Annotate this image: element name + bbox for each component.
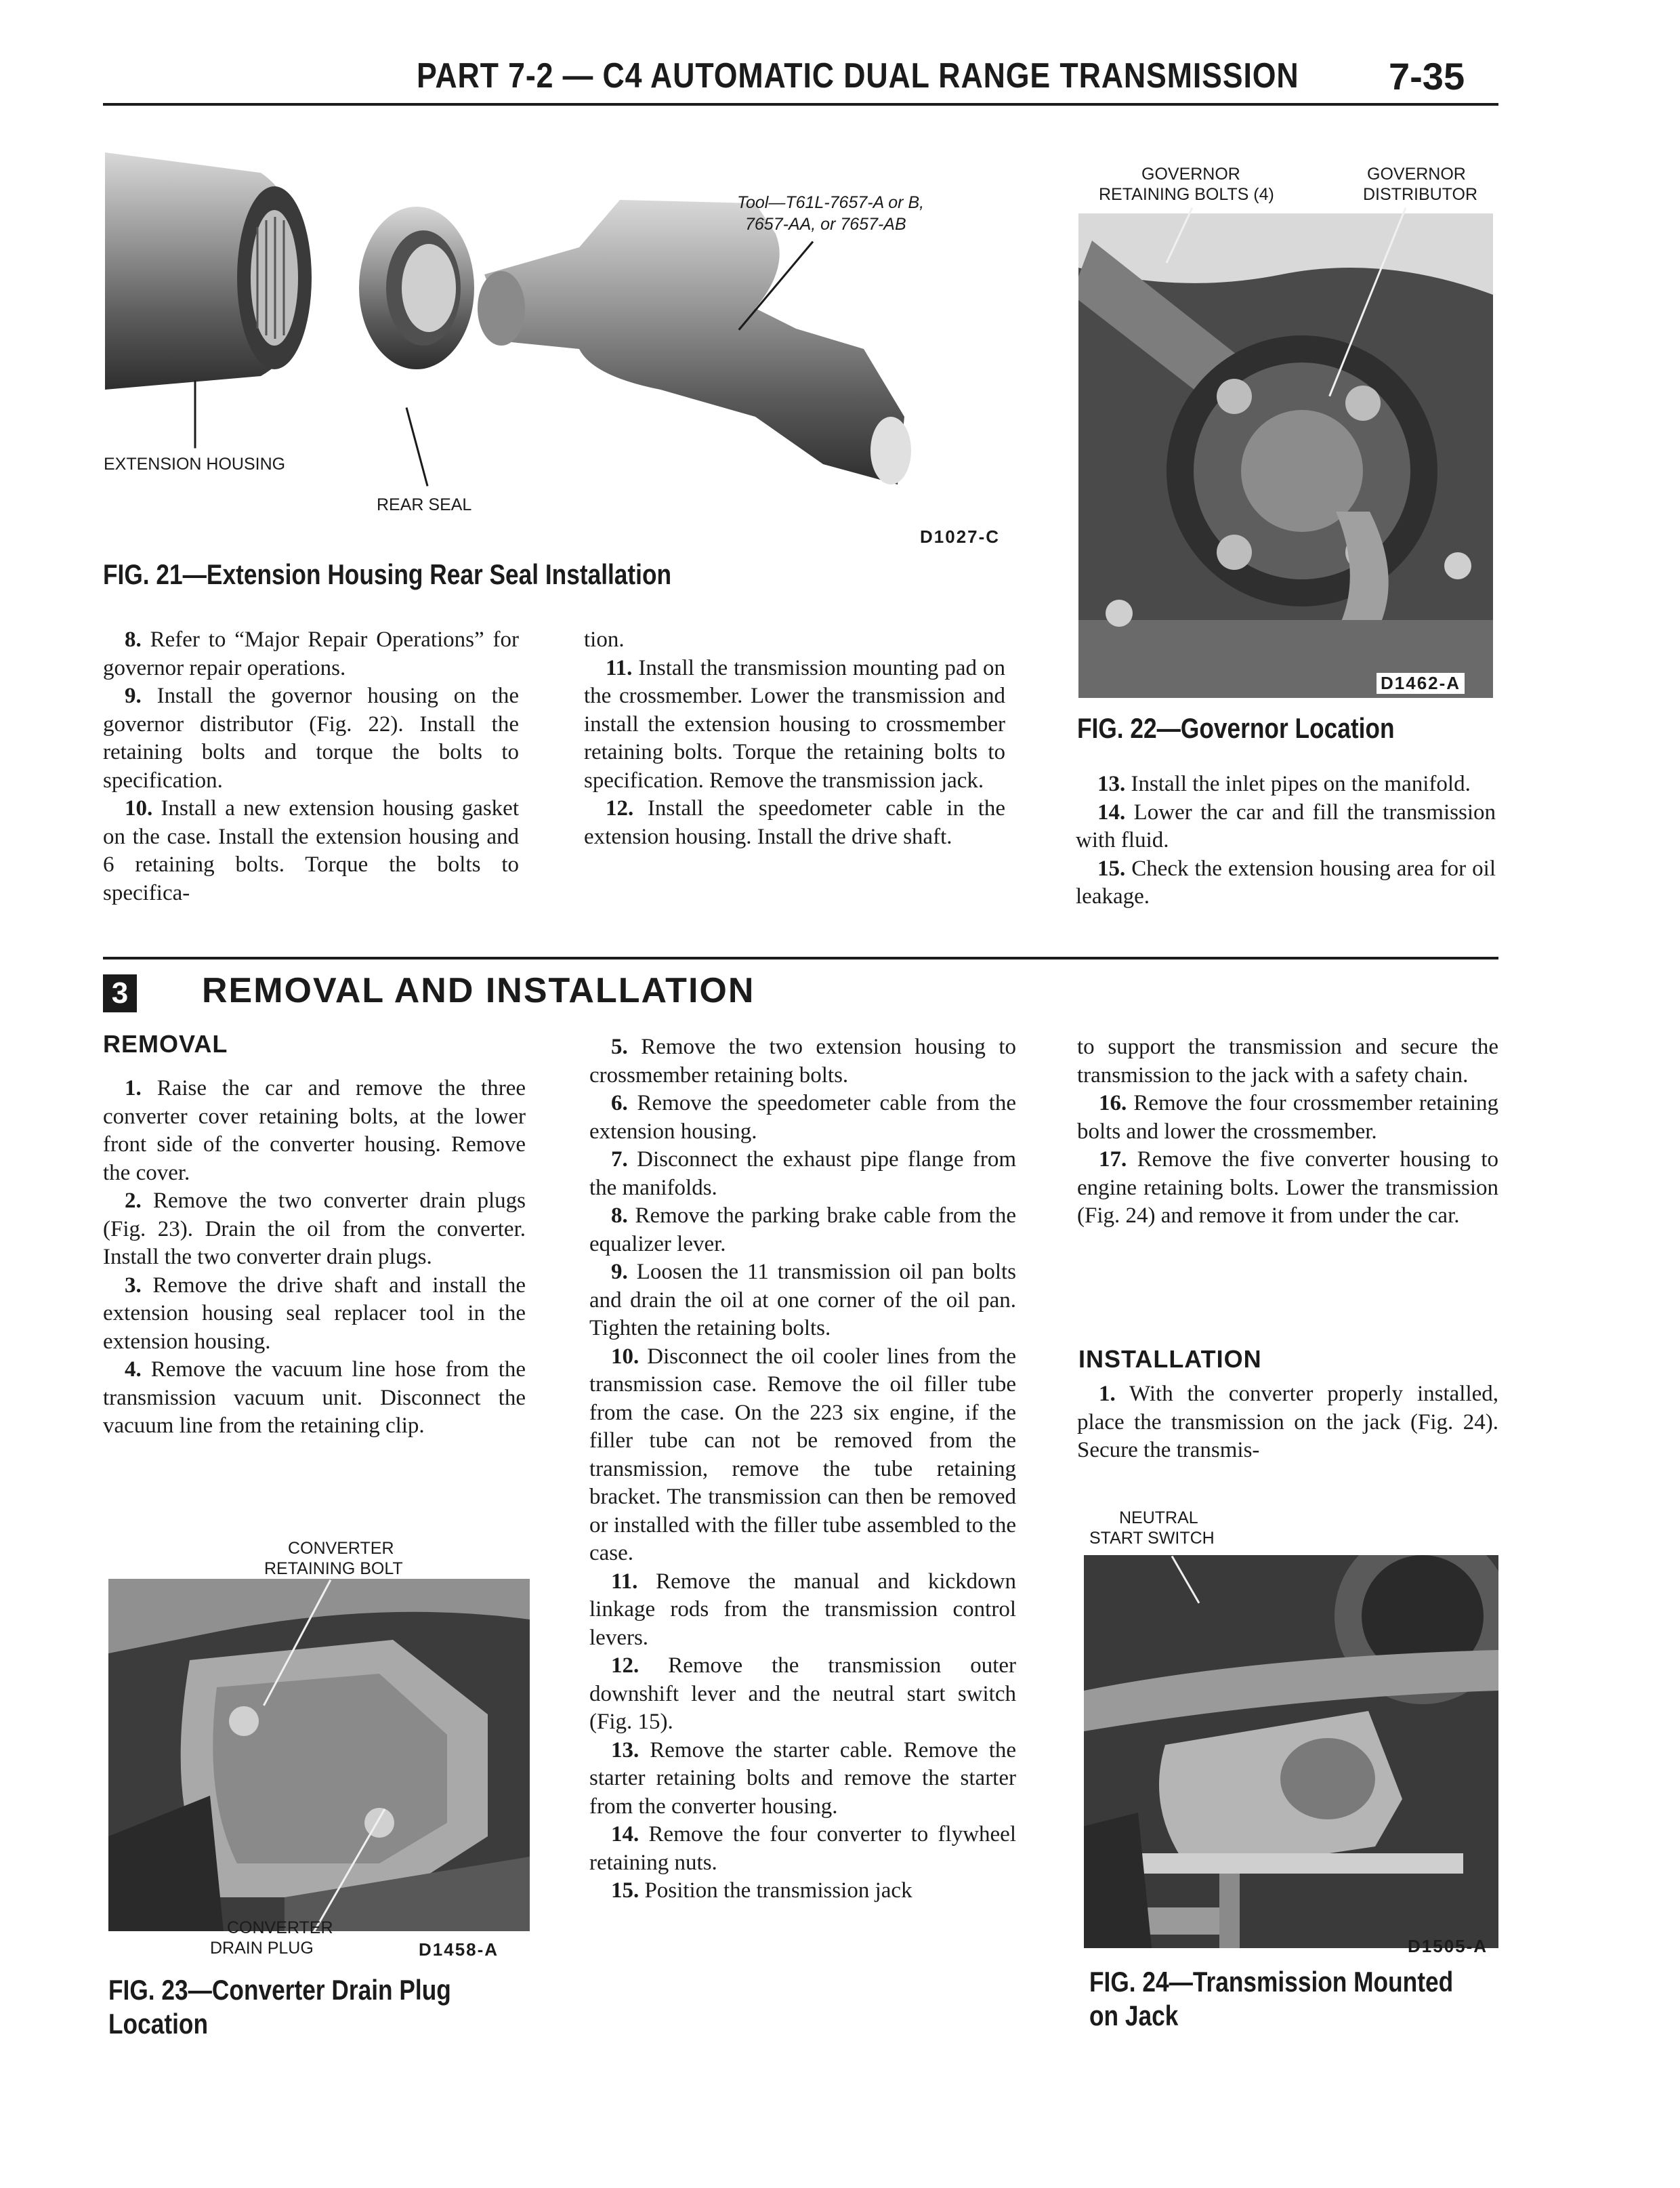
continuation-paragraph: to support the transmission and secure the transmission to the jack with a safety chain. <box>1077 1035 1498 1088</box>
step-paragraph <box>103 682 519 795</box>
fig24-switch-label-line1: NEUTRAL <box>1119 1508 1198 1527</box>
step-text: Remove the four crossmember retaining bolts and lower the crossmember. <box>1077 1091 1499 1144</box>
page-header-title: PART 7-2 — C4 AUTOMATIC DUAL RANGE TRANSMISSION <box>417 56 1299 96</box>
step-text: Check the extension housing area for oil leakage. <box>1076 856 1496 909</box>
fig23-bolt-label-line2: RETAINING BOLT <box>264 1559 403 1578</box>
continuation-paragraph: tion. <box>584 627 625 652</box>
top-column-1 <box>103 626 519 907</box>
step-number: 14. <box>611 1822 639 1846</box>
step-text: Refer to “Major Repair Operations” for governor repair operations. <box>103 627 519 680</box>
step-text: Remove the speedometer cable from the extension housing. <box>589 1091 1016 1144</box>
fig23-plug-label-line1: CONVERTER <box>227 1918 333 1937</box>
step-paragraph <box>1076 770 1496 799</box>
fig22-distributor-label-line2: DISTRIBUTOR <box>1363 185 1477 204</box>
step-number: 12. <box>611 1653 639 1678</box>
step-number: 1. <box>125 1076 142 1100</box>
step-paragraph <box>589 1652 1016 1737</box>
step-number: 5. <box>611 1035 628 1059</box>
step-number: 8. <box>125 627 142 652</box>
step-number: 13. <box>611 1737 639 1762</box>
step-text: Lower the car and fill the transmission with fluid. <box>1076 800 1496 852</box>
step-paragraph <box>589 1343 1016 1568</box>
fig21-extension-housing-label: EXTENSION HOUSING <box>104 455 286 474</box>
installation-heading: INSTALLATION <box>1078 1345 1262 1373</box>
step-number: 10. <box>125 796 153 821</box>
fig21-extension-leader <box>194 381 196 449</box>
step-paragraph <box>103 626 519 682</box>
step-paragraph <box>103 1187 526 1272</box>
step-paragraph <box>103 795 519 907</box>
step-text: Install the governor housing on the governor distributor (Fig. 22). Install the retaining bolts and torque the bolts to specification. <box>103 684 519 793</box>
step-number: 14. <box>1097 800 1126 825</box>
step-paragraph <box>589 1737 1016 1821</box>
step-number: 10. <box>611 1344 639 1369</box>
installation-column-3 <box>1077 1380 1498 1465</box>
section-rule <box>103 957 1498 959</box>
step-paragraph <box>584 795 1005 851</box>
step-paragraph <box>589 1821 1016 1877</box>
step-paragraph <box>1077 1146 1498 1231</box>
top-column-2 <box>584 626 1005 851</box>
removal-column-1 <box>103 1075 526 1441</box>
step-number: 15. <box>1097 856 1126 881</box>
header-rule <box>103 103 1498 106</box>
fig22-retaining-label-line1: GOVERNOR <box>1141 165 1240 184</box>
step-text: Remove the starter cable. Remove the starter retaining bolts and remove the starter from the converter housing. <box>589 1737 1017 1819</box>
step-paragraph <box>1076 799 1496 855</box>
step-paragraph <box>103 1356 526 1441</box>
step-paragraph <box>589 1202 1016 1258</box>
governor-photo-drawing <box>1078 213 1493 698</box>
fig21-caption: FIG. 21—Extension Housing Rear Seal Installation <box>103 558 672 590</box>
step-text: Raise the car and remove the three converter cover retaining bolts, at the lower front side of the converter housing. Remove the cover. <box>103 1076 526 1185</box>
step-number: 9. <box>125 684 142 708</box>
step-paragraph <box>589 1568 1016 1653</box>
fig23-caption-line1: FIG. 23—Converter Drain Plug <box>108 1974 451 2006</box>
step-text: Disconnect the exhaust pipe flange from the manifolds. <box>589 1147 1016 1200</box>
fig22-caption: FIG. 22—Governor Location <box>1077 712 1395 744</box>
fig23-caption-line2: Location <box>108 2008 208 2040</box>
fig21-figure-id: D1027-C <box>920 527 1001 547</box>
step-number: 12. <box>606 796 634 821</box>
step-paragraph <box>1077 1090 1498 1146</box>
fig24-photo <box>1084 1555 1498 1948</box>
top-column-3 <box>1076 770 1496 911</box>
step-text: Remove the two extension housing to crossmember retaining bolts. <box>589 1035 1016 1088</box>
step-paragraph <box>589 1258 1016 1343</box>
step-paragraph <box>589 1033 1016 1090</box>
section-title: REMOVAL AND INSTALLATION <box>202 971 755 1010</box>
fig23-bolt-label-line1: CONVERTER <box>288 1539 394 1558</box>
transmission-on-jack-drawing <box>1084 1555 1498 1948</box>
step-paragraph <box>589 1877 1016 1905</box>
step-paragraph <box>584 655 1005 796</box>
step-text: Install the speedometer cable in the extension housing. Install the drive shaft. <box>584 796 1006 849</box>
step-number: 11. <box>611 1569 638 1594</box>
step-number: 1. <box>1099 1382 1116 1406</box>
fig24-switch-label-line2: START SWITCH <box>1089 1529 1215 1548</box>
step-paragraph <box>103 1075 526 1187</box>
removal-heading: REMOVAL <box>103 1030 228 1058</box>
step-paragraph <box>1076 855 1496 911</box>
fig22-distributor-label-line1: GOVERNOR <box>1367 165 1466 184</box>
step-text: Disconnect the oil cooler lines from the transmission case. Remove the oil filler tube from the case. On the 223 six engine, if the filler tube can not be removed from the transmission, remove the tube retaining bracket. The transmission can then be removed or installed with the filler tube assembled to the case. <box>589 1344 1016 1565</box>
step-text: Install a new extension housing gasket on the case. Install the extension housing and 6 retaining bolts. Torque the bolts to specifica- <box>103 796 520 905</box>
converter-drain-plug-drawing <box>108 1579 530 1931</box>
step-text: Install the transmission mounting pad on the crossmember. Lower the transmission and install the extension housing to crossmember retaining bolts. Torque the retaining bolts to specification. Remove the transmission jack. <box>584 655 1005 793</box>
page-number: 7-35 <box>1389 55 1465 98</box>
fig24-caption-line1: FIG. 24—Transmission Mounted <box>1089 1966 1454 1998</box>
section-number-badge: 3 <box>103 974 137 1012</box>
step-paragraph <box>589 1146 1016 1202</box>
removal-column-3 <box>1077 1033 1498 1231</box>
step-number: 2. <box>125 1189 142 1213</box>
fig22-retaining-label-line2: RETAINING BOLTS (4) <box>1099 185 1274 204</box>
fig22-photo <box>1078 213 1493 698</box>
step-text: Remove the five converter housing to engine retaining bolts. Lower the transmission (Fig. 24) and remove it from under the car. <box>1077 1147 1498 1228</box>
step-number: 8. <box>611 1203 628 1228</box>
step-number: 7. <box>611 1147 628 1172</box>
step-number: 16. <box>1099 1091 1127 1115</box>
step-number: 17. <box>1099 1147 1127 1172</box>
step-number: 6. <box>611 1091 628 1115</box>
step-text: Remove the two converter drain plugs (Fig. 23). Drain the oil from the converter. Install the two converter drain plugs. <box>103 1189 526 1269</box>
step-number: 11. <box>606 655 633 680</box>
fig23-figure-id: D1458-A <box>419 1939 499 1960</box>
step-text: Install the inlet pipes on the manifold. <box>1131 772 1471 796</box>
fig24-figure-id: D1505-A <box>1408 1936 1488 1956</box>
step-text: Remove the manual and kickdown linkage rods from the transmission control levers. <box>589 1569 1016 1650</box>
step-number: 3. <box>125 1273 142 1298</box>
fig21-tool-label-line1: Tool—T61L-7657-A or B, <box>737 193 925 212</box>
fig21-rear-seal-label: REAR SEAL <box>377 495 472 514</box>
fig22-figure-id: D1462-A <box>1377 673 1465 694</box>
step-text: Remove the drive shaft and install the extension housing seal replacer tool in the extension housing. <box>103 1273 526 1354</box>
fig23-photo <box>108 1579 530 1931</box>
step-text: Position the transmission jack <box>644 1878 912 1903</box>
step-text: Remove the parking brake cable from the equalizer lever. <box>589 1203 1016 1256</box>
fig23-plug-label-line2: DRAIN PLUG <box>210 1939 314 1958</box>
step-text: With the converter properly installed, place the transmission on the jack (Fig. 24). Secure the transmis- <box>1077 1382 1499 1462</box>
step-number: 4. <box>125 1357 142 1382</box>
step-text: Remove the transmission outer downshift lever and the neutral start switch (Fig. 15). <box>589 1653 1016 1734</box>
step-number: 15. <box>611 1878 639 1903</box>
step-number: 9. <box>611 1260 628 1284</box>
step-paragraph <box>103 1272 526 1357</box>
step-paragraph <box>589 1090 1016 1146</box>
step-text: Remove the vacuum line hose from the transmission vacuum unit. Disconnect the vacuum line from the retaining clip. <box>103 1357 526 1438</box>
step-text: Remove the four converter to flywheel retaining nuts. <box>589 1822 1016 1875</box>
step-number: 13. <box>1097 772 1126 796</box>
step-text: Loosen the 11 transmission oil pan bolts and drain the oil at one corner of the oil pan. Tighten the retaining bolts. <box>589 1260 1016 1340</box>
fig21-tool-label-line2: 7657-AA, or 7657-AB <box>745 215 906 234</box>
fig24-caption-line2: on Jack <box>1089 2000 1179 2031</box>
step-paragraph <box>1077 1380 1498 1465</box>
removal-column-2 <box>589 1033 1016 1905</box>
